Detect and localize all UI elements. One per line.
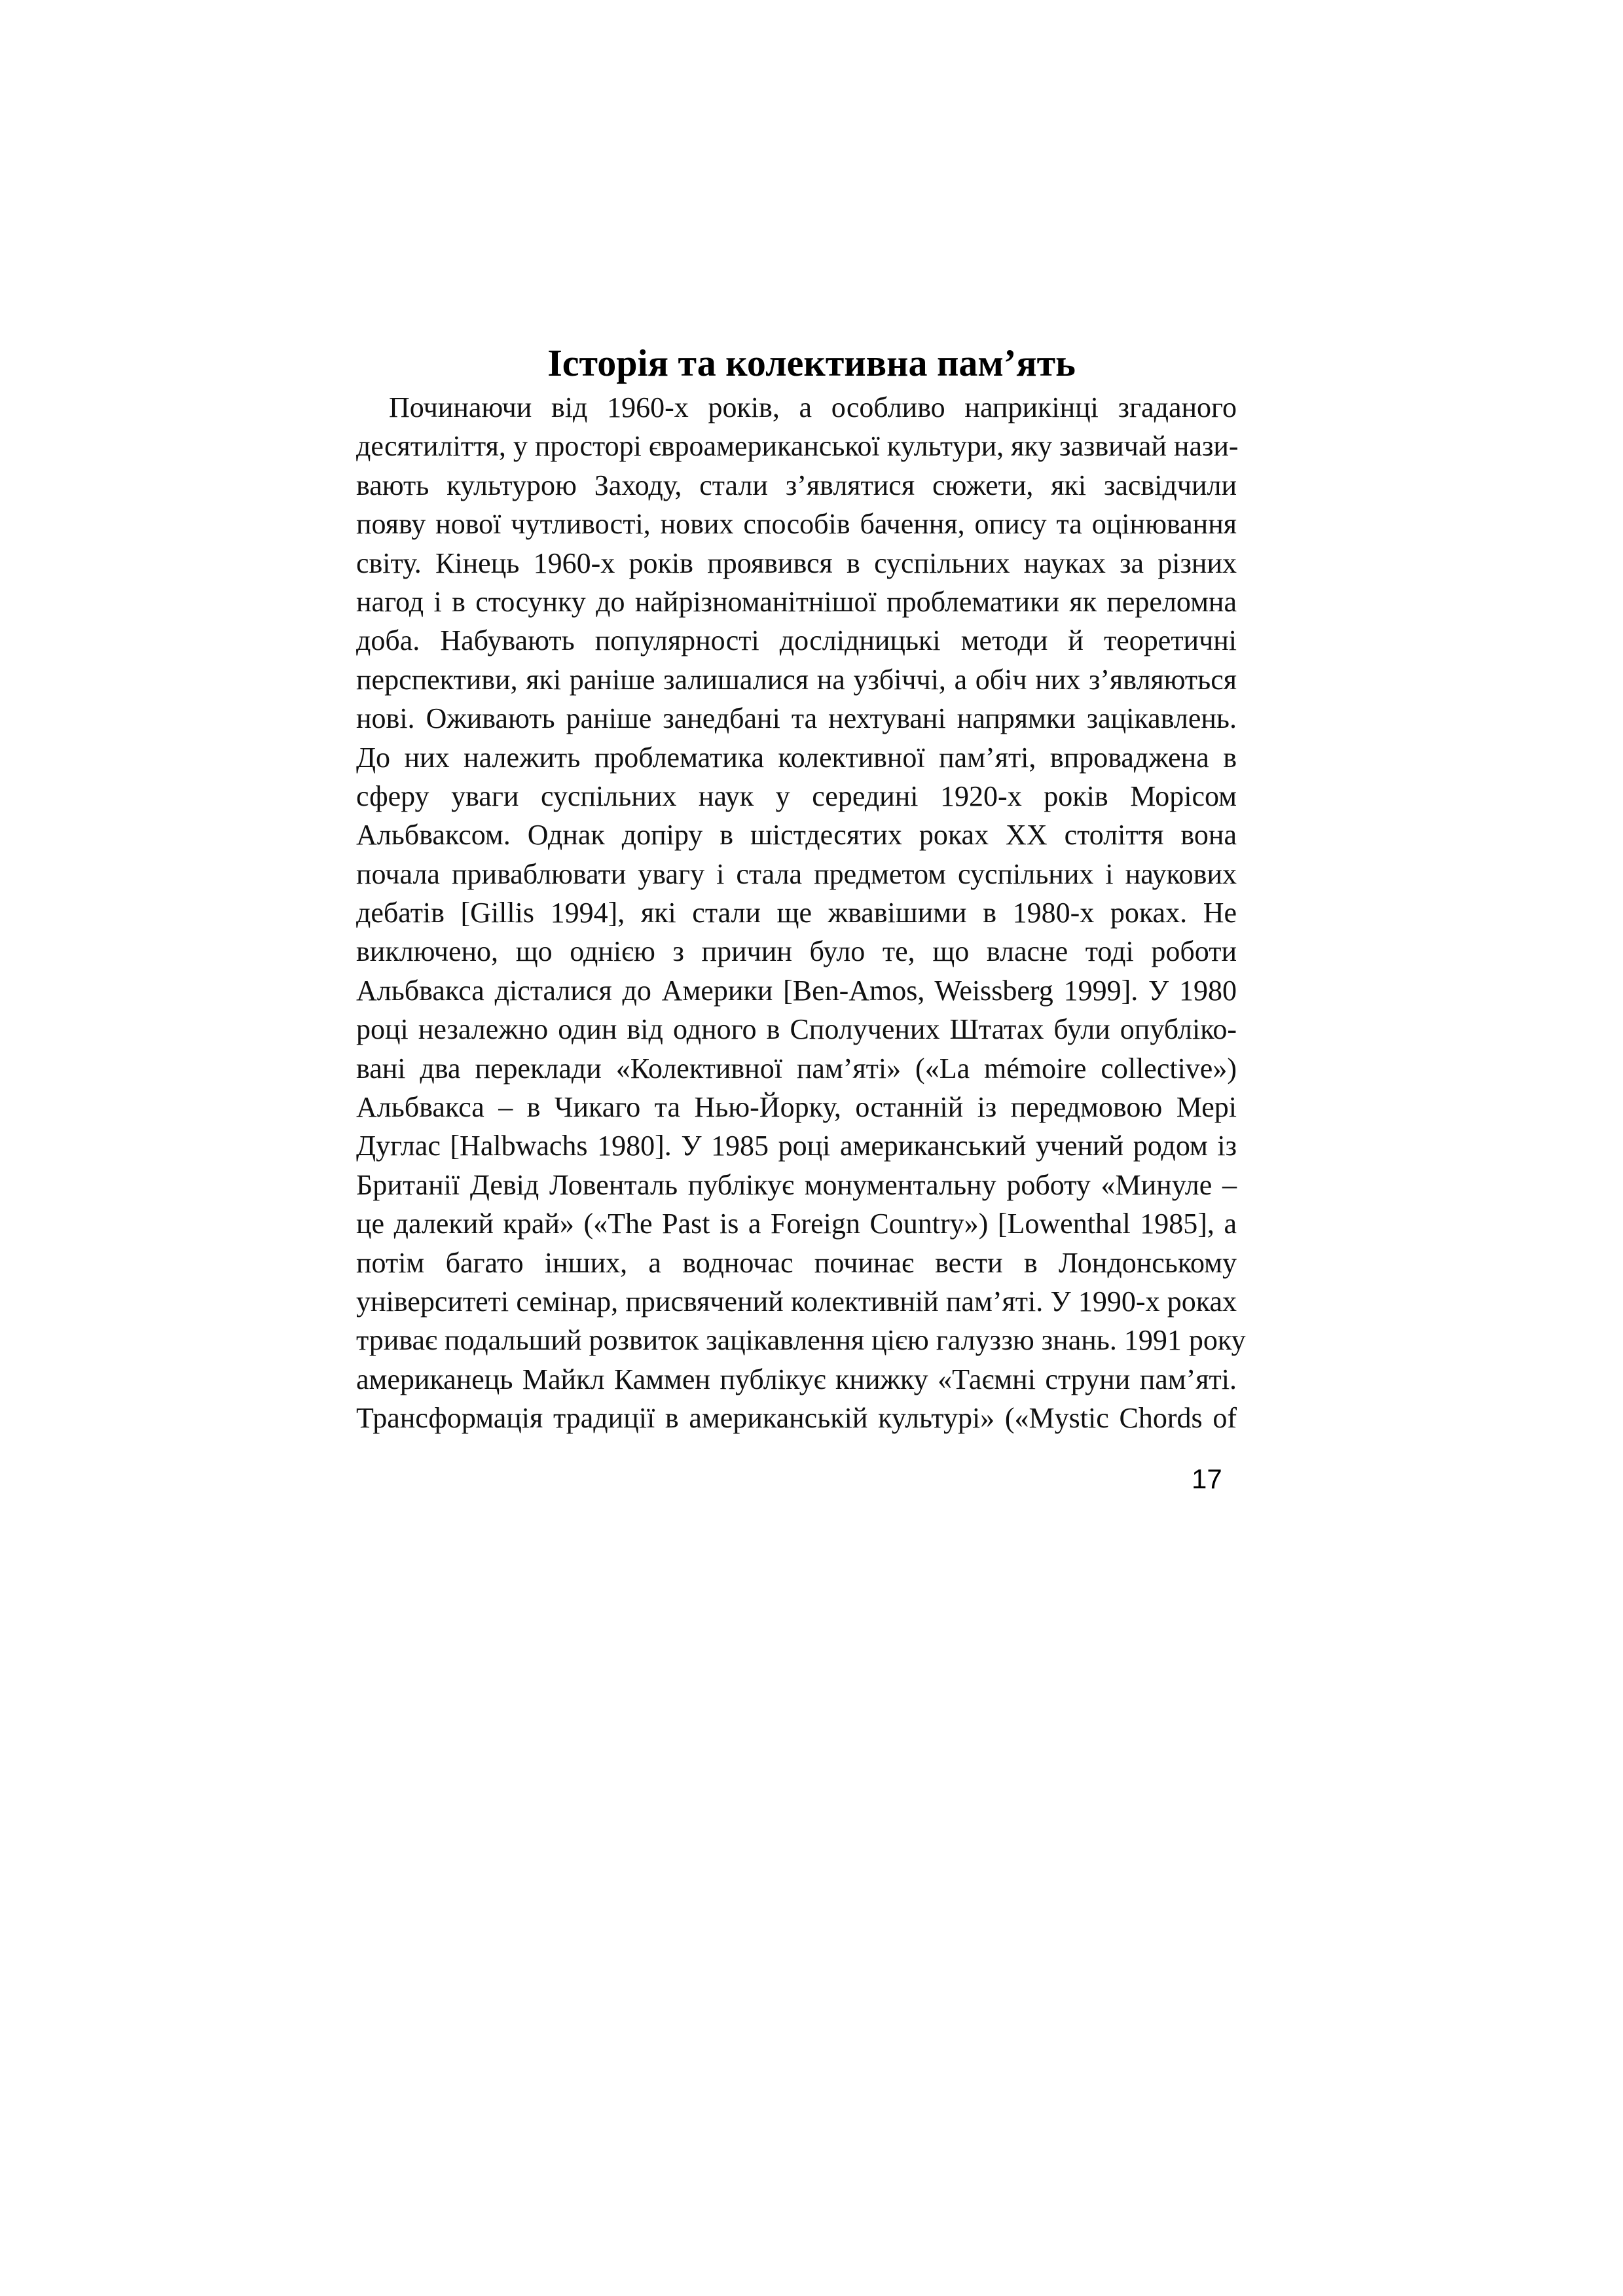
text-line: році незалежно один від одного в Сполучених Штатах були опубліко-: [356, 1013, 1237, 1046]
text-line: вають культурою Заходу, стали з’являтися сюжети, які засвідчили: [356, 469, 1237, 501]
text-line: Альбвакса дісталися до Америки [Ben-Amos, Weissberg 1999]. У 1980: [356, 974, 1237, 1007]
text-line: американець Майкл Каммен публікує книжку «Таємні струни пам’яті.: [356, 1363, 1237, 1395]
text-line: почала приваблювати увагу і стала предметом суспільних і наукових: [356, 857, 1237, 890]
text-line: десятиліття, у просторі євроамериканської культури, яку зазвичай нази-: [356, 430, 1239, 463]
text-line: Альбваксом. Однак допіру в шістдесятих роках ХХ століття вона: [356, 819, 1237, 852]
text-line: потім багато інших, а водночас починає вести в Лондонському: [356, 1246, 1237, 1279]
body-paragraph: [356, 388, 1246, 1438]
text-line: світу. Кінець 1960-х років проявився в суспільних науках за різних: [356, 547, 1237, 579]
text-line: Трансформація традиції в американській культурі» («Mystic Chords of: [356, 1402, 1237, 1435]
text-line: До них належить проблематика колективної пам’яті, впроваджена в: [356, 741, 1237, 774]
text-line: нагод і в стосунку до найрізноманітнішої проблематики як переломна: [356, 585, 1237, 618]
text-line: Починаючи від 1960-х років, а особливо наприкінці згаданого: [389, 391, 1237, 423]
text-line: університеті семінар, присвячений колективній пам’яті. У 1990-х роках: [356, 1285, 1237, 1318]
text-line: появу нової чутливості, нових способів бачення, опису та оцінювання: [356, 508, 1237, 541]
text-line: дебатів [Gillis 1994], які стали ще жвавішими в 1980-х роках. Не: [356, 897, 1237, 929]
text-line: Альбвакса – в Чикаго та Нью-Йорку, останній із передмовою Мері: [356, 1091, 1237, 1124]
text-line: Дуглас [Halbwachs 1980]. У 1985 році американський учений родом із: [356, 1130, 1237, 1162]
chapter-title: Історія та колективна пам’ять: [547, 342, 1076, 384]
text-line: нові. Оживають раніше занедбані та нехтувані напрямки зацікавлень.: [356, 702, 1237, 735]
text-line: перспективи, які раніше залишалися на узбіччі, а обіч них з’являються: [356, 663, 1237, 696]
text-line: доба. Набувають популярності дослідницькі методи й теоретичні: [356, 624, 1237, 657]
page-number: 17: [1192, 1463, 1222, 1494]
text-line: сферу уваги суспільних наук у середині 1920-х років Морісом: [356, 780, 1237, 812]
text-line: виключено, що однією з причин було те, що власне тоді роботи: [356, 935, 1237, 968]
text-line: Британії Девід Ловенталь публікує монументальну роботу «Минуле –: [356, 1168, 1237, 1201]
text-line: триває подальший розвиток зацікавлення цією галуззю знань. 1991 року: [356, 1324, 1246, 1357]
text-line: вані два переклади «Колективної пам’яті» («La mémoire collective»): [356, 1052, 1237, 1085]
text-line: це далекий край» («The Past is a Foreign Country») [Lowenthal 1985], а: [356, 1208, 1237, 1240]
